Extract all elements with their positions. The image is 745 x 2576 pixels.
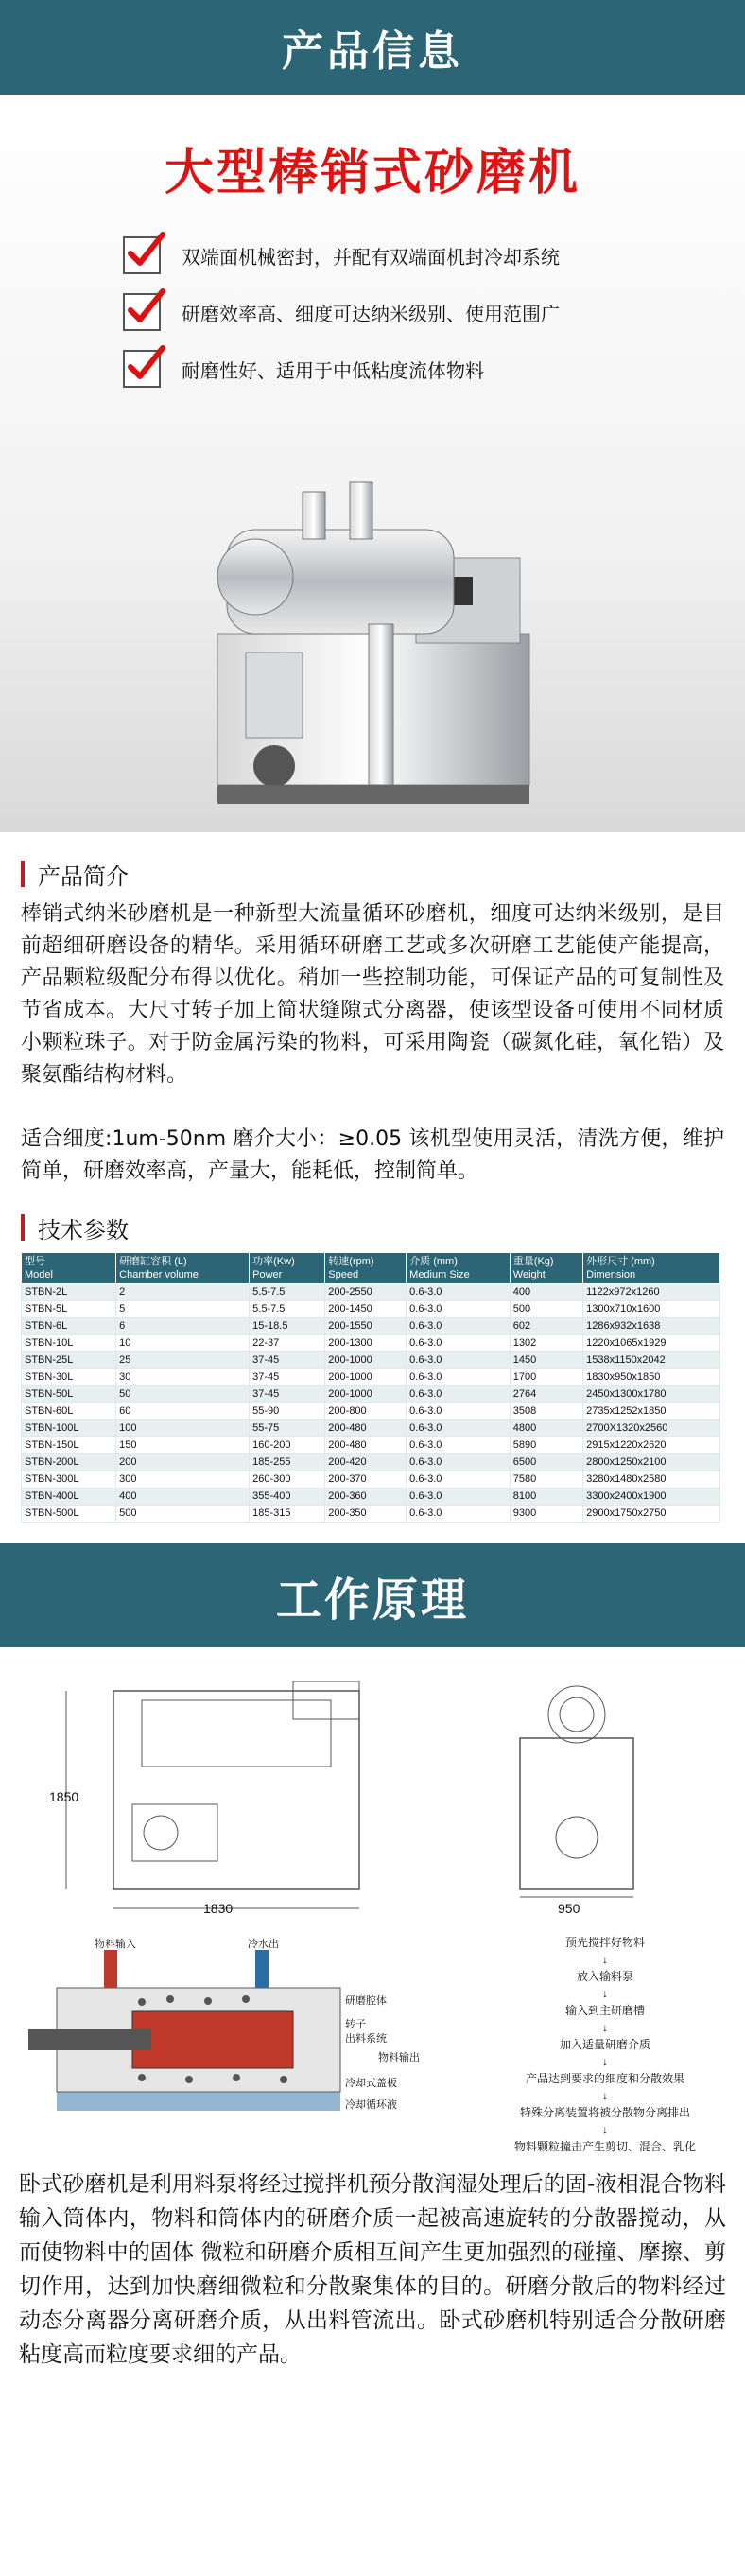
spec-cell: 2	[116, 1284, 250, 1301]
spec-cell: 200-420	[325, 1454, 407, 1471]
spec-cell: 1450	[510, 1352, 582, 1369]
label-chamber: 研磨腔体	[345, 1995, 387, 2007]
spec-cell: 300	[116, 1471, 250, 1488]
spec-cell: 60	[116, 1403, 250, 1420]
feature-item	[123, 340, 560, 397]
spec-cell: 1700	[510, 1369, 582, 1386]
spec-cell: 0.6-3.0	[407, 1352, 511, 1369]
spec-cell: STBN-2L	[22, 1284, 116, 1301]
spec-cell: 2915x1220x2620	[583, 1437, 720, 1454]
spec-cell: 602	[510, 1318, 582, 1335]
label-material-in: 物料输入	[95, 1939, 136, 1950]
spec-cell: 1300x710x1600	[583, 1301, 720, 1318]
spec-cell: 200-1000	[325, 1352, 407, 1369]
spec-cell: 55-75	[250, 1420, 325, 1437]
spec-cell: 160-200	[250, 1437, 325, 1454]
spec-cell: STBN-30L	[22, 1369, 116, 1386]
spec-cell: 200-2550	[325, 1284, 407, 1301]
spec-row	[22, 1488, 720, 1506]
spec-cell: 4800	[510, 1420, 582, 1437]
spec-cell: 500	[116, 1506, 250, 1523]
spec-cell: 200-480	[325, 1420, 407, 1437]
spec-cell: 5890	[510, 1437, 582, 1454]
spec-cell: 0.6-3.0	[407, 1437, 511, 1454]
cross-section-diagram	[19, 1931, 454, 2149]
dim-depth: 950	[558, 1901, 580, 1916]
spec-cell: 6500	[510, 1454, 582, 1471]
arrow-down-icon: ↓	[602, 2123, 608, 2136]
banner-title: 产品信息	[282, 27, 463, 76]
spec-row	[22, 1471, 720, 1488]
dim-height: 1850	[49, 1789, 79, 1804]
label-outlet-system: 出料系统	[345, 2033, 387, 2045]
flow-step: 产品达到要求的细度和分散效果	[525, 2072, 684, 2085]
feature-list	[123, 227, 560, 397]
spec-cell: 200-350	[325, 1506, 407, 1523]
spec-cell: 2764	[510, 1386, 582, 1403]
spec-cell: STBN-300L	[22, 1471, 116, 1488]
spec-cell: 55-90	[250, 1403, 325, 1420]
hero-section	[0, 95, 745, 832]
principle-title: 工作原理	[275, 1573, 469, 1627]
spec-cell: 0.6-3.0	[407, 1301, 511, 1318]
spec-row	[22, 1301, 720, 1318]
label-material-out: 物料输出	[378, 2052, 420, 2063]
spec-cell: 200-360	[325, 1488, 407, 1506]
spec-cell: 0.6-3.0	[407, 1488, 511, 1506]
spec-row	[22, 1403, 720, 1420]
spec-cell: STBN-400L	[22, 1488, 116, 1506]
spec-cell: 0.6-3.0	[407, 1369, 511, 1386]
front-view-drawing	[57, 1681, 388, 1918]
spec-cell: 185-315	[250, 1506, 325, 1523]
spec-body	[22, 1284, 720, 1523]
spec-cell: 400	[116, 1488, 250, 1506]
arrow-down-icon: ↓	[602, 1987, 608, 2000]
spec-cell: 0.6-3.0	[407, 1318, 511, 1335]
arrow-down-icon: ↓	[602, 2089, 608, 2102]
spec-cell: 9300	[510, 1506, 582, 1523]
flow-step: 输入到主研磨槽	[564, 2004, 645, 2017]
label-cooling-liquid: 冷却循环液	[345, 2099, 397, 2111]
spec-cell: STBN-200L	[22, 1454, 116, 1471]
spec-row	[22, 1352, 720, 1369]
fineness-paragraph: 适合细度:1um-50nm 磨介大小：≥0.05 该机型使用灵活，清洗方便，维护简单，研磨效率高，产量大，能耗低，控制简单。	[21, 1127, 724, 1183]
spec-cell: 15-18.5	[250, 1318, 325, 1335]
specs-heading	[21, 1210, 745, 1244]
machine-illustration	[161, 473, 577, 851]
spec-cell: 0.6-3.0	[407, 1506, 511, 1523]
spec-cell: 2900x1750x2750	[583, 1506, 720, 1523]
spec-cell: 37-45	[250, 1369, 325, 1386]
label-cooling-cover: 冷却式盖板	[345, 2078, 397, 2089]
flow-step: 物料颗粒撞击产生剪切、混合、乳化	[513, 2140, 696, 2153]
spec-cell: 6	[116, 1318, 250, 1335]
dim-width: 1830	[203, 1901, 234, 1916]
spec-cell: 5.5-7.5	[250, 1284, 325, 1301]
spec-cell: 355-400	[250, 1488, 325, 1506]
spec-cell: 0.6-3.0	[407, 1284, 511, 1301]
spec-cell: 100	[116, 1420, 250, 1437]
spec-row	[22, 1506, 720, 1523]
spec-cell: 0.6-3.0	[407, 1454, 511, 1471]
principle-description: 卧式砂磨机是利用料泵将经过搅拌机预分散润湿处理后的固-液相混合物料输入筒体内，物料和筒体内的研磨介质一起被高速旋转的分散器搅动，从而使物料中的固体 微粒和研磨介质相互间产生更加强烈的碰撞、摩擦、剪切作用，达到加快磨细微粒和分散聚集体的目的。研磨分散后的物料经过动态分离器分离研磨介质，从出料管流出。卧式砂磨机特别适合分散研磨粘度高而粒度要求细的产品。	[19, 2172, 726, 2367]
spec-header-row	[22, 1253, 720, 1284]
spec-cell: STBN-100L	[22, 1420, 116, 1437]
spec-cell: 3300x2400x1900	[583, 1488, 720, 1506]
spec-cell: 5	[116, 1301, 250, 1318]
spec-cell: 22-37	[250, 1335, 325, 1352]
spec-cell: STBN-150L	[22, 1437, 116, 1454]
principle-drawings	[0, 1647, 745, 2158]
spec-cell: 200-370	[325, 1471, 407, 1488]
spec-cell: 0.6-3.0	[407, 1420, 511, 1437]
spec-cell: 2800x1250x2100	[583, 1454, 720, 1471]
spec-cell: 2700X1320x2560	[583, 1420, 720, 1437]
spec-cell: 1286x932x1638	[583, 1318, 720, 1335]
side-view-drawing	[511, 1681, 643, 1899]
spec-cell: 150	[116, 1437, 250, 1454]
col-dimension: 外形尺寸 (mm) Dimension	[583, 1253, 720, 1284]
col-weight: 重量(Kg) Weight	[510, 1253, 582, 1284]
spec-cell: 500	[510, 1301, 582, 1318]
flow-step: 加入适量研磨介质	[559, 2038, 650, 2051]
intro-paragraph: 棒销式纳米砂磨机是一种新型大流量循环砂磨机，细度可达纳米级别，是目前超细研磨设备的精华。采用循环研磨工艺或多次研磨工艺能使产能提高，产品颗粒级配分布得以优化。稍加一些控制功能，可保证产品的可复制性及节省成本。大尺寸转子加上简状缝隙式分离器，使该型设备可使用不同材质小颗粒珠子。对于防金属污染的物料，可采用陶瓷（碳氮化硅，氧化锆）及聚氨酯结构材料。	[21, 902, 724, 1087]
spec-table	[21, 1252, 720, 1523]
spec-cell: 5.5-7.5	[250, 1301, 325, 1318]
spec-row	[22, 1284, 720, 1301]
spec-cell: 200-800	[325, 1403, 407, 1420]
checkmark-icon	[123, 293, 161, 331]
spec-cell: 3508	[510, 1403, 582, 1420]
spec-row	[22, 1369, 720, 1386]
spec-cell: 1122x972x1260	[583, 1284, 720, 1301]
product-title: 大型棒销式砂磨机	[164, 145, 580, 201]
spec-cell: 260-300	[250, 1471, 325, 1488]
label-rotor: 转子	[345, 2019, 366, 2030]
spec-cell: 1220x1065x1929	[583, 1335, 720, 1352]
spec-cell: 200-1550	[325, 1318, 407, 1335]
spec-cell: 0.6-3.0	[407, 1471, 511, 1488]
intro-heading-text: 产品简介	[38, 862, 129, 890]
flow-step: 放入输料泵	[576, 1970, 633, 1983]
arrow-down-icon: ↓	[602, 2021, 608, 2034]
col-volume: 研磨缸容积 (L) Chamber volume	[116, 1253, 250, 1284]
spec-cell: 25	[116, 1352, 250, 1369]
spec-cell: STBN-50L	[22, 1386, 116, 1403]
spec-cell: 2450x1300x1780	[583, 1386, 720, 1403]
spec-cell: 37-45	[250, 1386, 325, 1403]
spec-cell: STBN-25L	[22, 1352, 116, 1369]
spec-cell: 400	[510, 1284, 582, 1301]
spec-cell: STBN-60L	[22, 1403, 116, 1420]
spec-cell: 8100	[510, 1488, 582, 1506]
checkmark-icon	[123, 350, 161, 388]
feature-item	[123, 227, 560, 284]
spec-cell: 200-480	[325, 1437, 407, 1454]
label-cool-water-out: 冷水出	[248, 1939, 279, 1950]
arrow-down-icon: ↓	[602, 1953, 608, 1966]
col-speed: 转速(rpm) Speed	[325, 1253, 407, 1284]
spec-row	[22, 1335, 720, 1352]
spec-cell: STBN-6L	[22, 1318, 116, 1335]
spec-cell: STBN-500L	[22, 1506, 116, 1523]
heading-bar	[21, 1214, 25, 1241]
col-power: 功率(Kw) Power	[250, 1253, 325, 1284]
spec-cell: 1538x1150x2042	[583, 1352, 720, 1369]
spec-cell: 0.6-3.0	[407, 1386, 511, 1403]
spec-cell: 1302	[510, 1335, 582, 1352]
feature-item	[123, 284, 560, 340]
spec-cell: 200-1450	[325, 1301, 407, 1318]
spec-cell: 0.6-3.0	[407, 1403, 511, 1420]
feature-text: 研磨效率高、细度可达纳米级别、使用范围广	[182, 302, 560, 325]
product-info-banner	[0, 0, 745, 95]
spec-row	[22, 1386, 720, 1403]
spec-cell: 10	[116, 1335, 250, 1352]
spec-cell: 200-1000	[325, 1386, 407, 1403]
spec-cell: 1830x950x1850	[583, 1369, 720, 1386]
principle-banner	[0, 1543, 745, 1647]
col-model: 型号 Model	[22, 1253, 116, 1284]
spec-cell: 200-1300	[325, 1335, 407, 1352]
intro-heading	[21, 857, 745, 891]
checkmark-icon	[123, 236, 161, 274]
spec-row	[22, 1420, 720, 1437]
specs-heading-text: 技术参数	[38, 1216, 129, 1244]
spec-cell: 30	[116, 1369, 250, 1386]
spec-cell: STBN-10L	[22, 1335, 116, 1352]
spec-cell: 7580	[510, 1471, 582, 1488]
spec-cell: 37-45	[250, 1352, 325, 1369]
spec-row	[22, 1454, 720, 1471]
col-medium: 介质 (mm) Medium Size	[407, 1253, 511, 1284]
spec-cell: 2735x1252x1850	[583, 1403, 720, 1420]
spec-cell: 200	[116, 1454, 250, 1471]
spec-cell: 185-255	[250, 1454, 325, 1471]
arrow-down-icon: ↓	[602, 2055, 608, 2068]
feature-text: 耐磨性好、适用于中低粘度流体物料	[182, 358, 484, 382]
spec-cell: 50	[116, 1386, 250, 1403]
process-flow	[473, 1931, 737, 2158]
spec-cell: 200-1000	[325, 1369, 407, 1386]
heading-bar	[21, 861, 25, 887]
spec-row	[22, 1437, 720, 1454]
spec-row	[22, 1318, 720, 1335]
spec-cell: 0.6-3.0	[407, 1335, 511, 1352]
feature-text: 双端面机械密封，并配有双端面机封冷却系统	[182, 245, 560, 269]
flow-step: 预先搅拌好物料	[564, 1936, 645, 1949]
spec-cell: STBN-5L	[22, 1301, 116, 1318]
flow-step: 特殊分离装置将被分散物分离排出	[519, 2106, 690, 2119]
spec-cell: 3280x1480x2580	[583, 1471, 720, 1488]
